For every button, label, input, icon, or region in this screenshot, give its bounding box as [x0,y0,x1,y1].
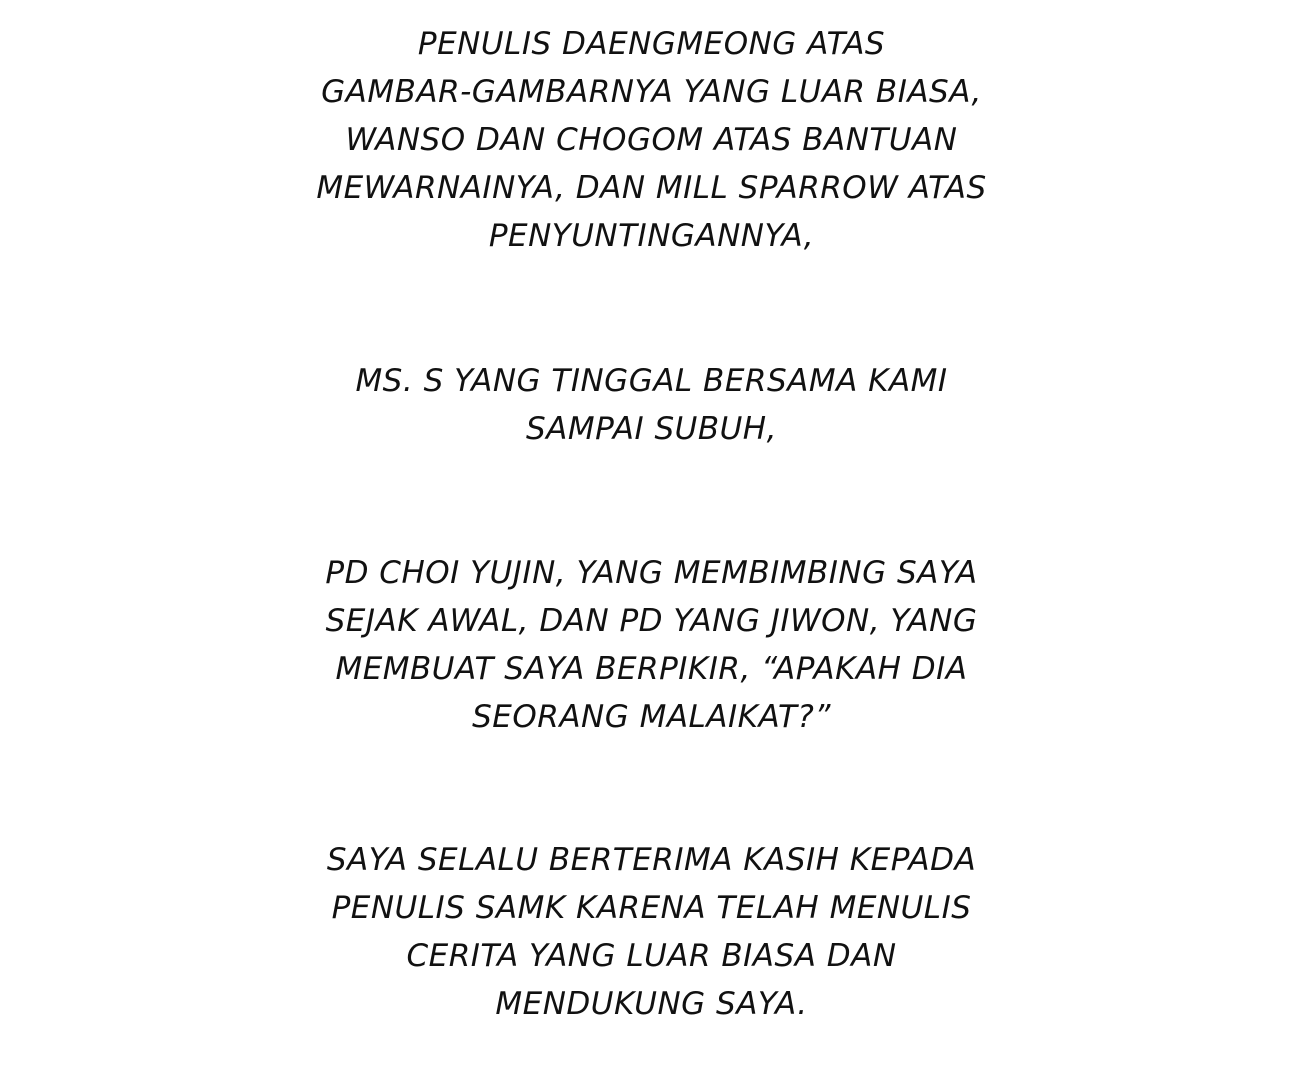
text-line: PENULIS DAENGMEONG ATAS [417,26,886,62]
paragraph-writer-thanks [0,836,1303,1028]
text-line: WANSO DAN CHOGOM ATAS BANTUAN [345,122,958,158]
text-line: SEJAK AWAL, DAN PD YANG JIWON, YANG [325,603,978,639]
text-line: SEORANG MALAIKAT?” [472,699,831,735]
text-line: PENYUNTINGANNYA, [488,218,815,254]
paragraph-ms-s-thanks [0,357,1303,453]
paragraph-artist-thanks [0,20,1303,260]
text-line: SAYA SELALU BERTERIMA KASIH KEPADA [326,842,977,878]
text-line: SAMPAI SUBUH, [526,411,777,447]
text-line: CERITA YANG LUAR BIASA DAN [406,938,897,974]
text-line: GAMBAR-GAMBARNYA YANG LUAR BIASA, [321,74,982,110]
text-line: PENULIS SAMK KARENA TELAH MENULIS [331,890,972,926]
text-line: MS. S YANG TINGGAL BERSAMA KAMI [355,363,948,399]
text-line: MEWARNAINYA, DAN MILL SPARROW ATAS [316,170,987,206]
text-line: MEMBUAT SAYA BERPIKIR, “APAKAH DIA [335,651,968,687]
paragraph-pd-thanks [0,549,1303,741]
text-line: PD CHOI YUJIN, YANG MEMBIMBING SAYA [325,555,978,591]
text-line: MENDUKUNG SAYA. [495,986,808,1022]
